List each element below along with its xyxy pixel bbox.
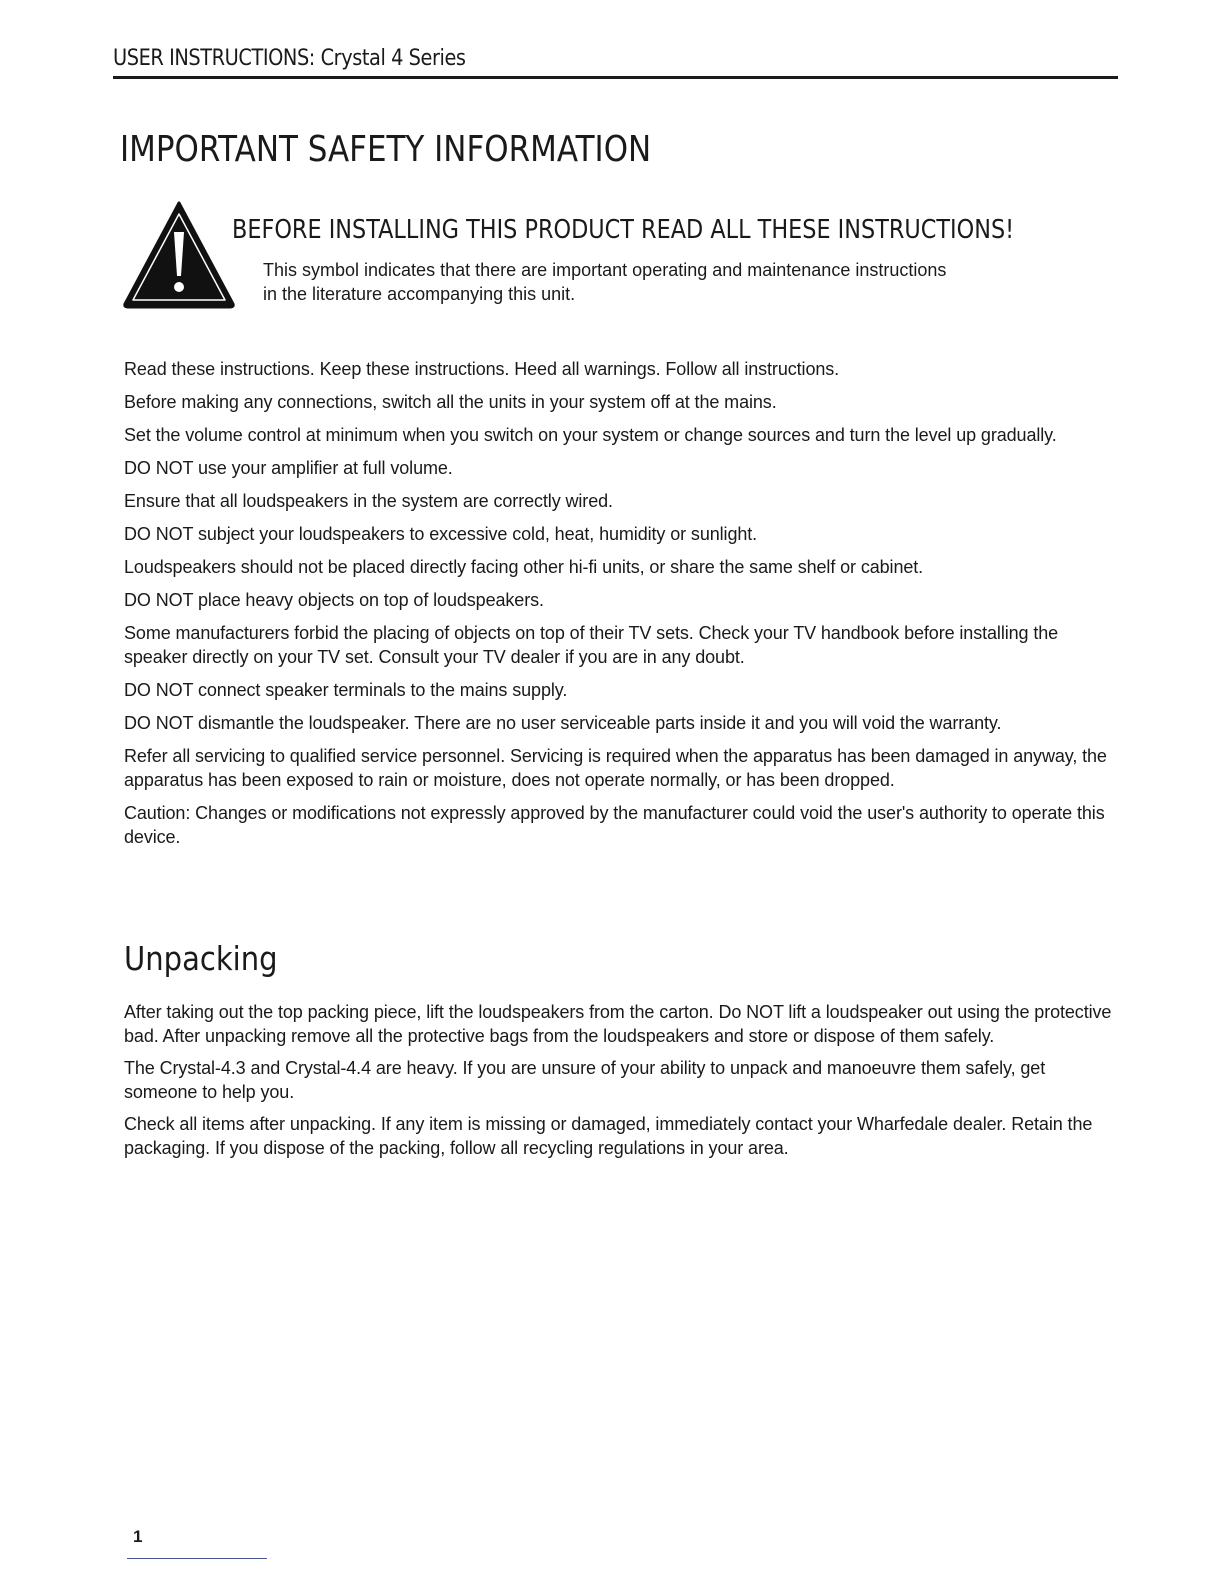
unpacking-paragraph: Check all items after unpacking. If any item is missing or damaged, immediately contact your Wharfedale dealer. Retain the packaging. If you dispose of the packing, follow all recycling regulations in your area.: [124, 1114, 1093, 1158]
instruction-item: Caution: Changes or modifications not expressly approved by the manufacturer could void the user's authority to operate this device.: [124, 803, 1105, 847]
instruction-item: Ensure that all loudspeakers in the system are correctly wired.: [124, 491, 613, 511]
instruction-item: Before making any connections, switch all the units in your system off at the mains.: [124, 392, 777, 412]
warning-triangle-icon: [122, 200, 236, 310]
header-rule: [113, 76, 1118, 79]
safety-instructions-list: [124, 357, 1119, 858]
unpacking-paragraph: The Crystal-4.3 and Crystal-4.4 are heavy. If you are unsure of your ability to unpack and manoeuvre them safely, get someone to help you.: [124, 1058, 1046, 1102]
warning-heading: BEFORE INSTALLING THIS PRODUCT READ ALL THESE INSTRUCTIONS!: [232, 215, 1015, 245]
page-header: [113, 44, 1118, 79]
unpacking-paragraph: After taking out the top packing piece, lift the loudspeakers from the carton. Do NOT lift a loudspeaker out using the protective bad. After unpacking remove all the protective bags from the loudspeakers and store or dispose of them safely.: [124, 1002, 1112, 1046]
instruction-item: DO NOT use your amplifier at full volume.: [124, 458, 453, 478]
footer-rule: [127, 1558, 267, 1559]
instruction-item: Loudspeakers should not be placed directly facing other hi-fi units, or share the same shelf or cabinet.: [124, 557, 924, 577]
warning-description: This symbol indicates that there are important operating and maintenance instructions in the literature accompanying this unit.: [263, 260, 947, 304]
page-number: 1: [133, 1527, 143, 1546]
instruction-item: Some manufacturers forbid the placing of objects on top of their TV sets. Check your TV handbook before installing the speaker directly on your TV set. Consult your TV dealer if you are in any doubt.: [124, 623, 1059, 667]
instruction-item: Refer all servicing to qualified service personnel. Servicing is required when the apparatus has been damaged in anyway, the apparatus has been exposed to rain or moisture, does not operate normally, or has been dropped.: [124, 746, 1107, 790]
instruction-item: DO NOT place heavy objects on top of loudspeakers.: [124, 590, 544, 610]
instruction-item: Set the volume control at minimum when you switch on your system or change sources and turn the level up gradually.: [124, 425, 1057, 445]
instruction-item: Read these instructions. Keep these instructions. Heed all warnings. Follow all instructions.: [124, 359, 840, 379]
header-title: USER INSTRUCTIONS: Crystal 4 Series: [113, 46, 466, 71]
page-title: IMPORTANT SAFETY INFORMATION: [120, 129, 652, 170]
instruction-item: DO NOT dismantle the loudspeaker. There are no user serviceable parts inside it and you will void the warranty.: [124, 713, 1002, 733]
unpacking-heading: Unpacking: [124, 939, 278, 978]
unpacking-section: [124, 1000, 1119, 1168]
instruction-item: DO NOT subject your loudspeakers to excessive cold, heat, humidity or sunlight.: [124, 524, 758, 544]
instruction-item: DO NOT connect speaker terminals to the mains supply.: [124, 680, 568, 700]
